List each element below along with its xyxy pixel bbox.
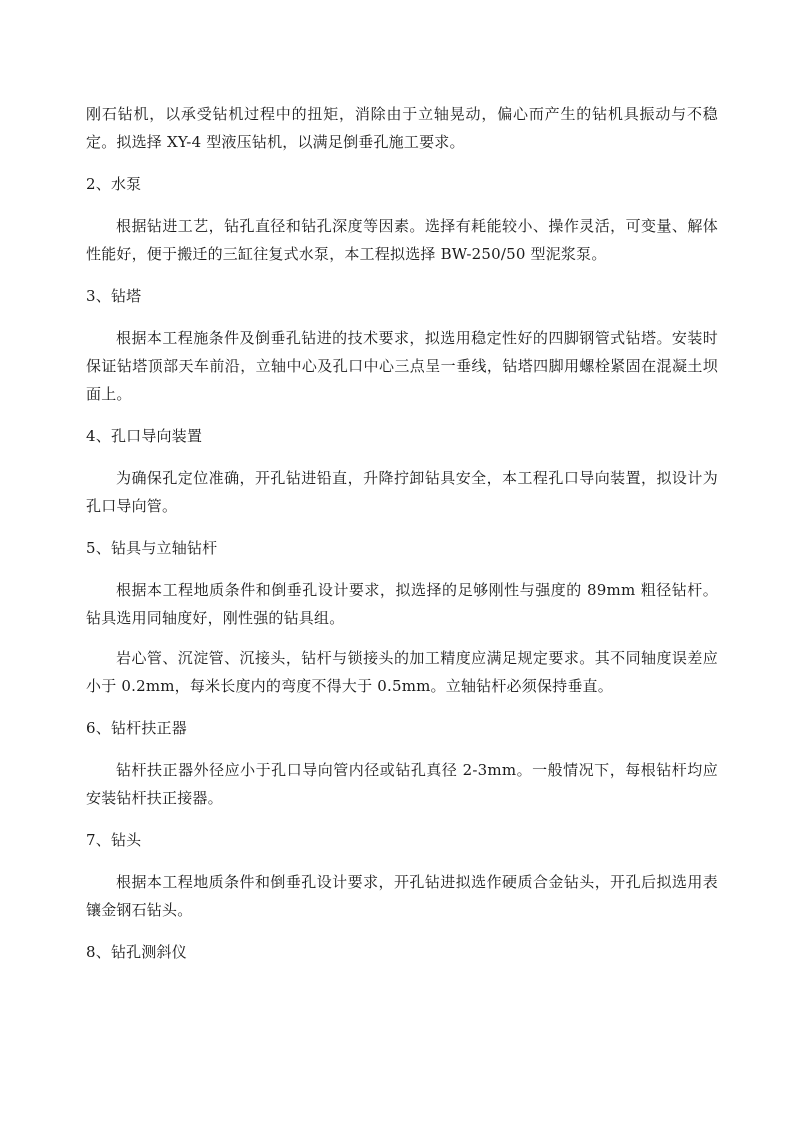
section-heading-drill-tools: 5、钻具与立轴钻杆 — [86, 539, 218, 557]
section-paragraph: 岩心管、沉淀管、沉接头，钻杆与锁接头的加工精度应满足规定要求。其不同轴度误差应小于 0.2mm，每米长度内的弯度不得大于 0.5mm。立轴钻杆必须保持垂直。 — [86, 649, 718, 695]
section-paragraph: 钻杆扶正器外径应小于孔口导向管内径或钻孔真径 2-3mm。一般情况下，每根钻杆均应安装钻杆扶正接器。 — [86, 761, 718, 807]
section-paragraph: 根据本工程施条件及倒垂孔钻进的技术要求，拟选用稳定性好的四脚钢管式钻塔。安装时保证钻塔顶部天车前沿，立轴中心及孔口中心三点呈一垂线，钻塔四脚用螺栓紧固在混凝土坝面上。 — [86, 329, 718, 403]
section-heading-drill-bit: 7、钻头 — [86, 831, 142, 849]
document-page — [86, 100, 718, 966]
section-heading-water-pump: 2、水泵 — [86, 175, 142, 193]
section-paragraph: 为确保孔定位准确，开孔钻进铅直，升降拧卸钻具安全，本工程孔口导向装置，拟设计为孔口导向管。 — [86, 469, 718, 515]
section-paragraph: 根据本工程地质条件和倒垂孔设计要求，开孔钻进拟选作硬质合金钻头，开孔后拟选用表镶金钢石钻头。 — [86, 873, 718, 919]
section-heading-drill-tower: 3、钻塔 — [86, 287, 142, 305]
section-heading-inclinometer: 8、钻孔测斜仪 — [86, 943, 187, 961]
intro-paragraph: 刚石钻机，以承受钻机过程中的扭矩，消除由于立轴晃动，偏心而产生的钻机具振动与不稳定。拟选择 XY-4 型液压钻机，以满足倒垂孔施工要求。 — [86, 105, 718, 151]
section-heading-orifice-guide: 4、孔口导向装置 — [86, 427, 203, 445]
section-paragraph: 根据钻进工艺，钻孔直径和钻孔深度等因素。选择有耗能较小、操作灵活，可变量、解体性能好，便于搬迁的三缸往复式水泵，本工程拟选择 BW-250/50 型泥浆泵。 — [86, 217, 718, 263]
section-paragraph: 根据本工程地质条件和倒垂孔设计要求，拟选择的足够刚性与强度的 89mm 粗径钻杆。钻具选用同轴度好，刚性强的钻具组。 — [86, 581, 718, 627]
section-heading-centralizer: 6、钻杆扶正器 — [86, 719, 187, 737]
